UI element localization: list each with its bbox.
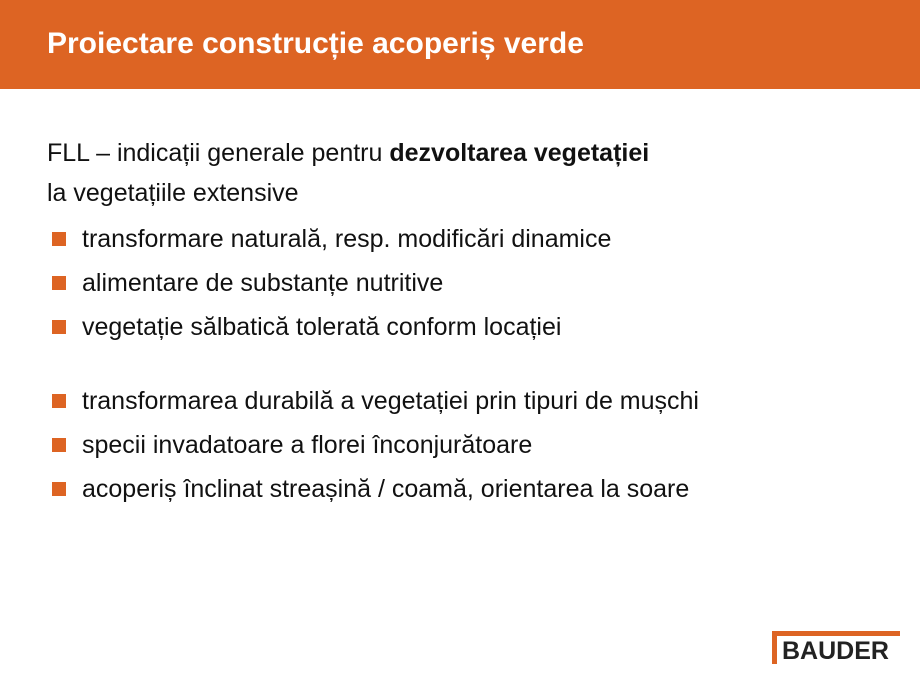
bauder-logo xyxy=(772,631,902,665)
logo-bar-vertical xyxy=(772,631,777,664)
bullet-square-icon xyxy=(52,438,66,452)
bullet-square-icon xyxy=(52,394,66,408)
slide-title: Proiectare construcție acoperiș verde xyxy=(47,27,584,60)
bullet-text: specii invadatoare a florei înconjurătoare xyxy=(82,431,533,459)
logo-text: BAUDER xyxy=(782,637,889,665)
intro-part1: FLL – indicații generale pentru xyxy=(47,139,390,167)
bullet-square-icon xyxy=(52,482,66,496)
bullet-text: transformarea durabilă a vegetației prin tipuri de mușchi xyxy=(82,387,699,415)
list-item xyxy=(52,310,699,354)
logo-bar xyxy=(772,631,900,636)
intro-bold: dezvoltarea vegetației xyxy=(389,139,650,167)
bullet-text: acoperiș înclinat streașină / coamă, orientarea la soare xyxy=(82,475,690,503)
list-item xyxy=(52,266,699,310)
bullet-text: transformare naturală, resp. modificări dinamice xyxy=(82,225,612,253)
bullet-square-icon xyxy=(52,232,66,246)
bullet-square-icon xyxy=(52,320,66,334)
bullet-text: vegetație sălbatică tolerată conform locației xyxy=(82,313,562,341)
list-item xyxy=(52,428,699,472)
bullet-square-icon xyxy=(52,276,66,290)
list-item xyxy=(52,384,699,428)
list-item xyxy=(52,222,699,266)
intro-text xyxy=(47,133,649,213)
bullet-text: alimentare de substanțe nutritive xyxy=(82,269,444,297)
list-item xyxy=(52,472,699,516)
intro-line2: la vegetațiile extensive xyxy=(47,179,299,207)
bullet-list xyxy=(52,222,699,516)
slide-header xyxy=(0,0,920,89)
